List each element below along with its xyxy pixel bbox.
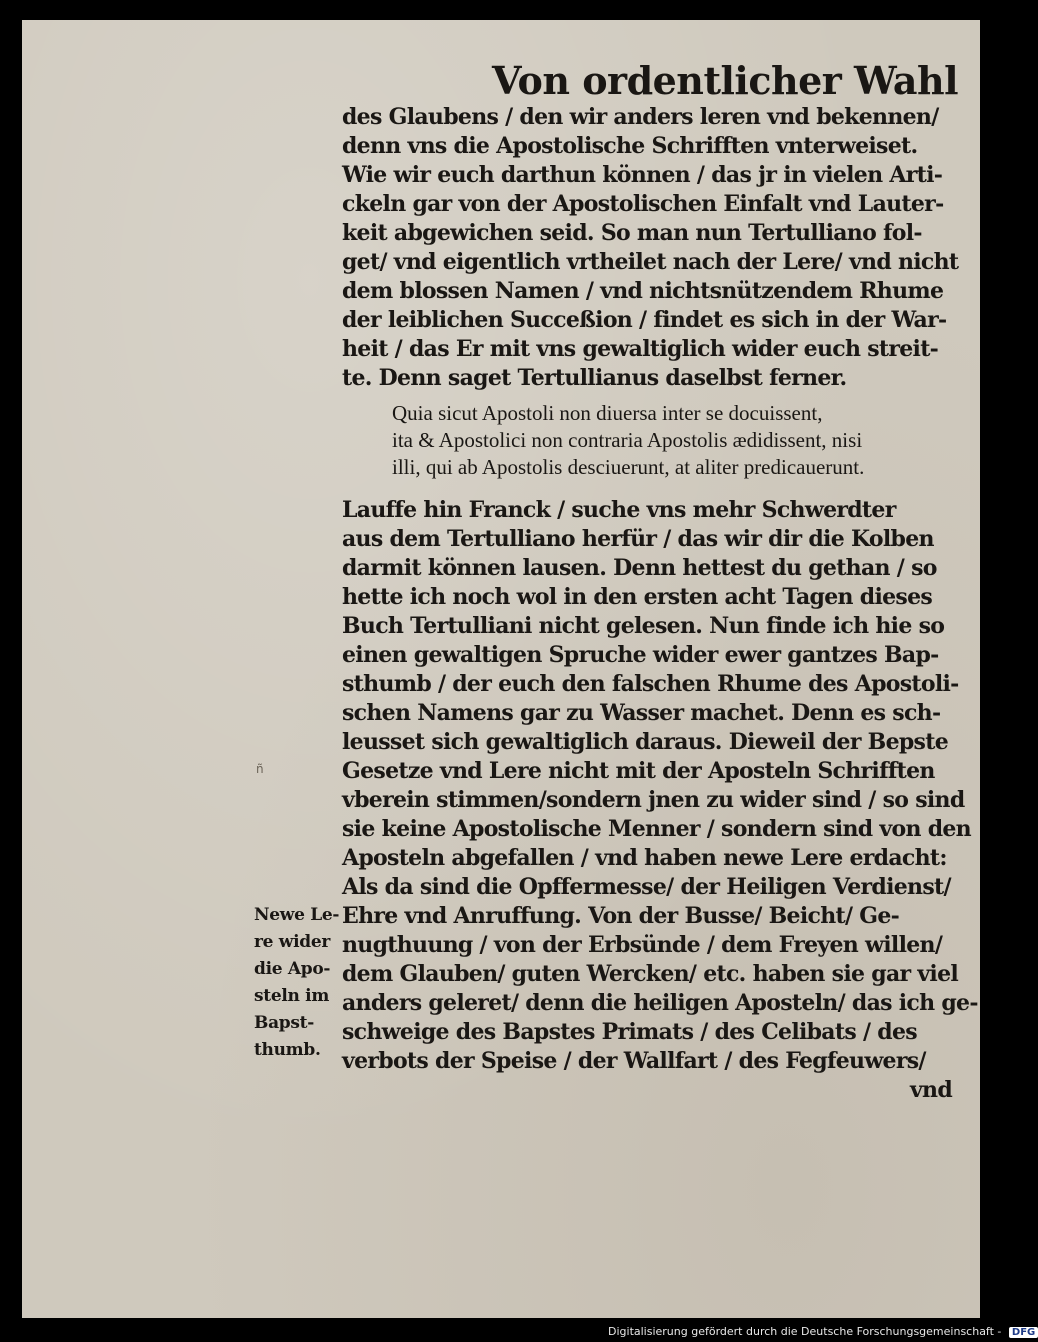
paragraph-1 <box>342 103 959 393</box>
text-line: ckeln gar von der Apostolischen Einfalt vnd Lauter- <box>342 191 944 217</box>
text-line: vberein stimmen/sondern jnen zu wider sind / so sind <box>342 787 965 813</box>
text-line: Lauffe hin Franck / suche vns mehr Schwerdter <box>342 497 896 523</box>
text-line: darmit können lausen. Denn hettest du gethan / so <box>342 555 937 581</box>
text-line: sie keine Apostolische Menner / sondern sind von den <box>342 816 971 842</box>
latin-quote <box>392 400 952 481</box>
margin-note-line: Bapst- <box>254 1013 314 1033</box>
text-line: Gesetze vnd Lere nicht mit der Aposteln Schrifften <box>342 758 935 784</box>
quote-line: ita & Apostolici non contraria Apostolis ædidissent, nisi <box>392 428 863 452</box>
margin-note-line: re wider <box>254 932 331 952</box>
text-line: schen Namens gar zu Wasser machet. Denn es sch- <box>342 700 941 726</box>
text-line: Aposteln abgefallen / vnd haben newe Lere erdacht: <box>342 845 947 871</box>
text-line: Buch Tertulliani nicht gelesen. Nun finde ich hie so <box>342 613 945 639</box>
running-head: Von ordentlicher Wahl <box>492 58 959 103</box>
text-line: hette ich noch wol in den ersten acht Tagen dieses <box>342 584 933 610</box>
text-line: keit abgewichen seid. So man nun Tertulliano fol- <box>342 220 922 246</box>
stray-mark: ñ <box>256 762 264 776</box>
text-line: heit / das Er mit vns gewaltiglich wider euch streit- <box>342 336 939 362</box>
text-line: nugthuung / von der Erbsünde / dem Freyen willen/ <box>342 932 943 958</box>
text-line: Ehre vnd Anruffung. Von der Busse/ Beicht/ Ge- <box>342 903 900 929</box>
text-line: dem blossen Namen / vnd nichtsnützendem Rhume <box>342 278 944 304</box>
text-line: leusset sich gewaltiglich daraus. Dieweil der Bepste <box>342 729 949 755</box>
text-line: des Glaubens / den wir anders leren vnd bekennen/ <box>342 104 939 130</box>
footer-credit <box>608 1325 1038 1338</box>
text-line: dem Glauben/ guten Wercken/ etc. haben sie gar viel <box>342 961 959 987</box>
margin-note-line: die Apo- <box>254 959 331 979</box>
quote-line: Quia sicut Apostoli non diuersa inter se docuissent, <box>392 401 823 425</box>
text-line: verbots der Speise / der Wallfart / des Fegfeuwers/ <box>342 1048 926 1074</box>
text-line: get/ vnd eigentlich vrtheilet nach der Lere/ vnd nicht <box>342 249 959 275</box>
text-line: Als da sind die Opffermesse/ der Heiligen Verdienst/ <box>342 874 951 900</box>
margin-note <box>254 902 344 1064</box>
book-page <box>22 20 980 1318</box>
footer-text: Digitalisierung gefördert durch die Deutsche Forschungsgemeinschaft - <box>608 1325 1002 1338</box>
text-line: aus dem Tertulliano herfür / das wir dir die Kolben <box>342 526 934 552</box>
text-line: denn vns die Apostolische Schrifften vnterweiset. <box>342 133 918 159</box>
dfg-logo: DFG <box>1009 1327 1038 1338</box>
paragraph-2 <box>342 496 978 1105</box>
text-line: einen gewaltigen Spruche wider ewer gantzes Bap- <box>342 642 939 668</box>
text-line: der leiblichen Succeßion / findet es sich in der War- <box>342 307 947 333</box>
margin-note-line: Newe Le- <box>254 905 340 925</box>
text-line: schweige des Bapstes Primats / des Celibats / des <box>342 1019 917 1045</box>
margin-note-line: steln im <box>254 986 330 1006</box>
margin-note-line: thumb. <box>254 1040 321 1060</box>
text-line: Wie wir euch darthun können / das jr in vielen Arti- <box>342 162 943 188</box>
text-line: anders geleret/ denn die heiligen Aposteln/ das ich ge- <box>342 990 978 1016</box>
text-line: sthumb / der euch den falschen Rhume des Apostoli- <box>342 671 959 697</box>
quote-line: illi, qui ab Apostolis desciuerunt, at aliter predicauerunt. <box>392 455 865 479</box>
catchword: vnd <box>909 1077 952 1103</box>
text-line: te. Denn saget Tertullianus daselbst ferner. <box>342 365 847 391</box>
